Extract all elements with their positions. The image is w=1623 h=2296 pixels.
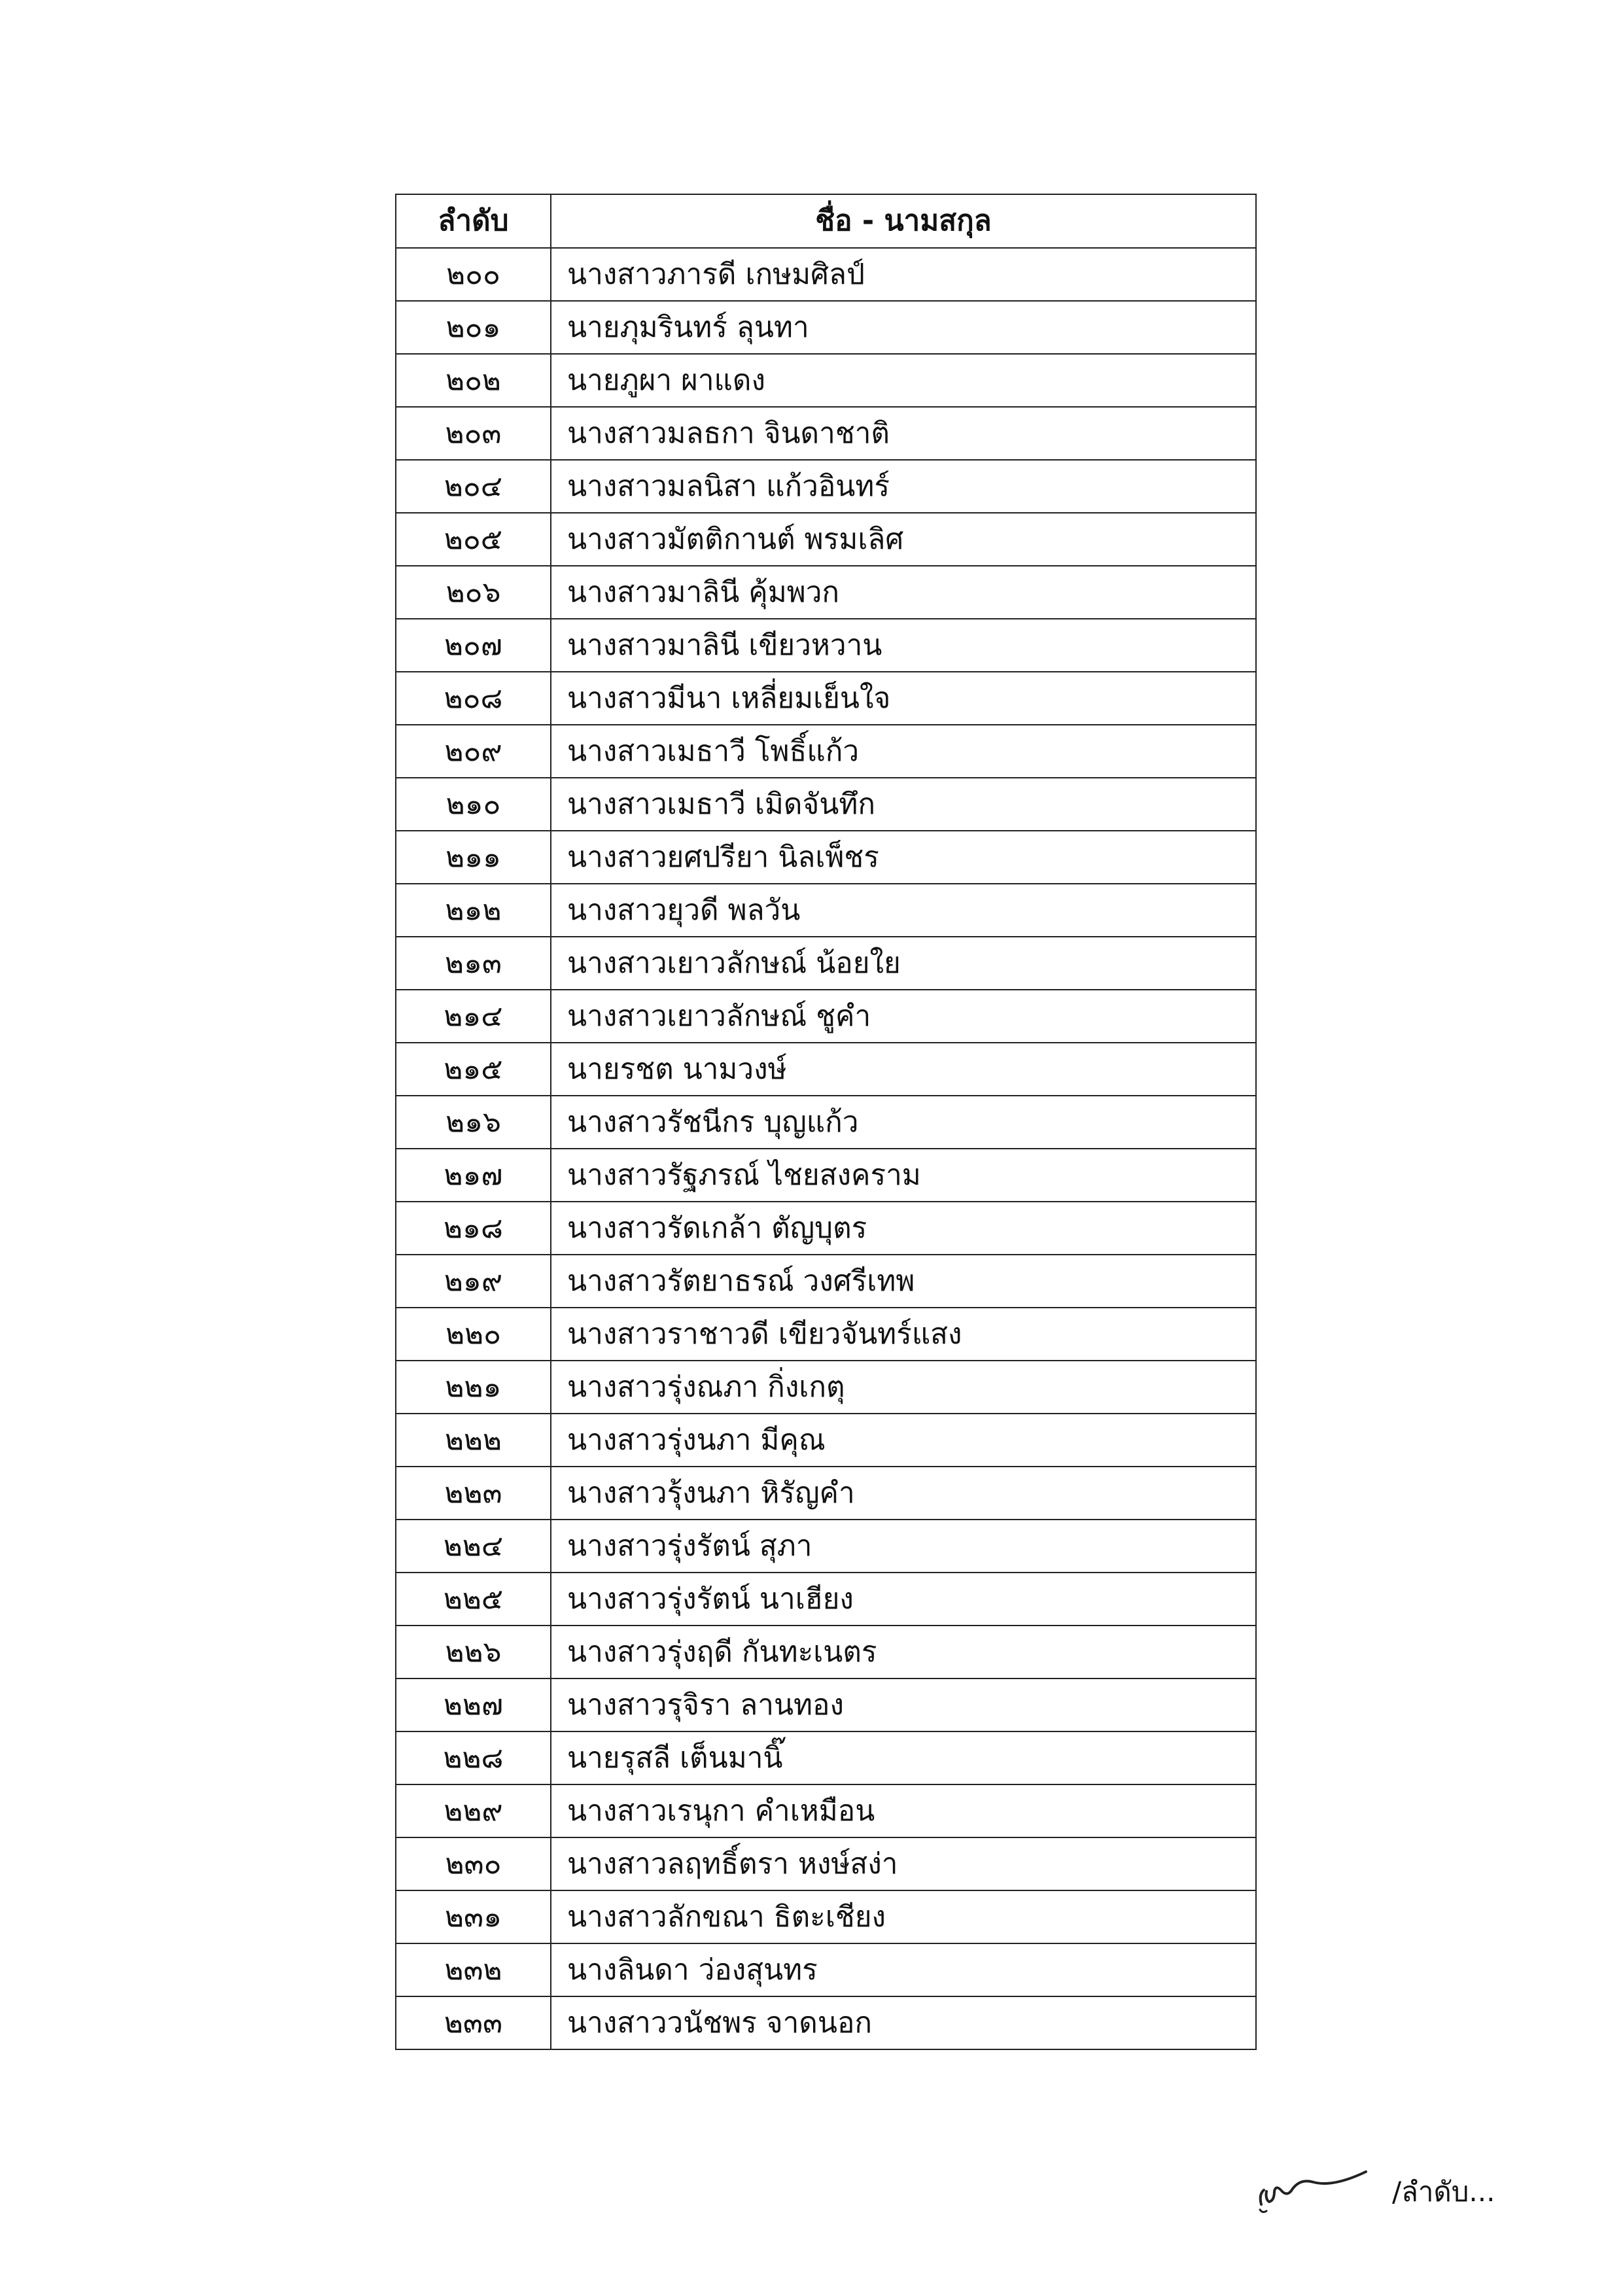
- row-full-name: นางสาวลฤทธิ์ตรา หงษ์สง่า: [551, 1837, 1256, 1890]
- row-order-number: ๒๓๐: [396, 1837, 551, 1890]
- row-order-number: ๒๒๙: [396, 1784, 551, 1837]
- header-full-name: ชื่อ - นามสกุล: [551, 194, 1256, 248]
- continuation-note: /ลำดับ...: [1392, 2176, 1495, 2208]
- row-order-number: ๒๑๖: [396, 1096, 551, 1149]
- row-order-number: ๒๒๘: [396, 1731, 551, 1784]
- row-order-number: ๒๑๐: [396, 778, 551, 831]
- table-row: [396, 1784, 1256, 1837]
- table-body: [396, 248, 1256, 2049]
- table-row: [396, 1837, 1256, 1890]
- row-full-name: นางสาวมลนิสา แก้วอินทร์: [551, 460, 1256, 513]
- table-row: [396, 1361, 1256, 1414]
- row-full-name: นางสาวรัดเกล้า ตัญบุตร: [551, 1202, 1256, 1255]
- row-full-name: นางสาวเยาวลักษณ์ น้อยใย: [551, 937, 1256, 990]
- table-row: [396, 1202, 1256, 1255]
- row-full-name: นางสาวยศปรียา นิลเพ็ชร: [551, 831, 1256, 884]
- table-row: [396, 513, 1256, 566]
- row-order-number: ๒๐๗: [396, 619, 551, 672]
- row-order-number: ๒๐๙: [396, 725, 551, 778]
- row-full-name: นางสาวเมธาวี โพธิ์แก้ว: [551, 725, 1256, 778]
- row-full-name: นางสาวมลธกา จินดาชาติ: [551, 407, 1256, 460]
- row-order-number: ๒๐๓: [396, 407, 551, 460]
- row-full-name: นายภุมรินทร์ ลุนทา: [551, 301, 1256, 354]
- table-row: [396, 301, 1256, 354]
- row-order-number: ๒๑๔: [396, 990, 551, 1043]
- table-row: [396, 1573, 1256, 1626]
- row-order-number: ๒๓๒: [396, 1943, 551, 1996]
- table-row: [396, 672, 1256, 725]
- handwritten-signature: [1255, 2159, 1372, 2224]
- row-order-number: ๒๓๑: [396, 1890, 551, 1943]
- table-row: [396, 248, 1256, 301]
- table-row: [396, 831, 1256, 884]
- row-order-number: ๒๓๓: [396, 1996, 551, 2049]
- table-row: [396, 1414, 1256, 1467]
- row-order-number: ๒๒๗: [396, 1679, 551, 1731]
- row-full-name: นายรุสลี เต็นมานิ๊: [551, 1731, 1256, 1784]
- table-row: [396, 354, 1256, 407]
- row-full-name: นางสาวรัตยาธรณ์ วงศรีเทพ: [551, 1255, 1256, 1308]
- row-order-number: ๒๑๗: [396, 1149, 551, 1202]
- row-full-name: นางสาวเรนุกา คำเหมือน: [551, 1784, 1256, 1837]
- table-row: [396, 1096, 1256, 1149]
- row-order-number: ๒๑๓: [396, 937, 551, 990]
- row-full-name: นางสาวรุ้งนภา หิรัญคำ: [551, 1467, 1256, 1520]
- row-full-name: นางสาวมาลินี คุ้มพวก: [551, 566, 1256, 619]
- row-order-number: ๒๐๔: [396, 460, 551, 513]
- row-full-name: นางสาววนัชพร จาดนอก: [551, 1996, 1256, 2049]
- row-full-name: นางสาวรุ่งรัตน์ สุภา: [551, 1520, 1256, 1573]
- row-order-number: ๒๐๕: [396, 513, 551, 566]
- row-order-number: ๒๒๓: [396, 1467, 551, 1520]
- row-full-name: นางสาวราชาวดี เขียวจันทร์แสง: [551, 1308, 1256, 1361]
- row-order-number: ๒๑๑: [396, 831, 551, 884]
- row-order-number: ๒๒๑: [396, 1361, 551, 1414]
- row-order-number: ๒๑๙: [396, 1255, 551, 1308]
- table-row: [396, 884, 1256, 937]
- row-full-name: นางสาวภารดี เกษมศิลป์: [551, 248, 1256, 301]
- row-full-name: นางสาวรุ่งนภา มีคุณ: [551, 1414, 1256, 1467]
- row-full-name: นางสาวรัฐภรณ์ ไชยสงคราม: [551, 1149, 1256, 1202]
- row-order-number: ๒๒๐: [396, 1308, 551, 1361]
- row-full-name: นายรชต นามวงษ์: [551, 1043, 1256, 1096]
- row-full-name: นางสาวรุ่งณภา กิ่งเกตุ: [551, 1361, 1256, 1414]
- table-row: [396, 1996, 1256, 2049]
- table-row: [396, 1308, 1256, 1361]
- row-order-number: ๒๐๑: [396, 301, 551, 354]
- table-row: [396, 1679, 1256, 1731]
- row-full-name: นางสาวลักขณา ธิตะเชียง: [551, 1890, 1256, 1943]
- table-row: [396, 460, 1256, 513]
- row-full-name: นางสาวมาลินี เขียวหวาน: [551, 619, 1256, 672]
- table-row: [396, 566, 1256, 619]
- row-order-number: ๒๐๘: [396, 672, 551, 725]
- name-list-table: [395, 194, 1257, 2050]
- table-row: [396, 1731, 1256, 1784]
- row-order-number: ๒๐๒: [396, 354, 551, 407]
- table-row: [396, 1943, 1256, 1996]
- row-order-number: ๒๒๖: [396, 1626, 551, 1679]
- table-row: [396, 1467, 1256, 1520]
- row-full-name: นางสาวมัตติกานต์ พรมเลิศ: [551, 513, 1256, 566]
- table-row: [396, 1626, 1256, 1679]
- row-full-name: นางสาวรัชนีกร บุญแก้ว: [551, 1096, 1256, 1149]
- row-order-number: ๒๑๘: [396, 1202, 551, 1255]
- table-row: [396, 1890, 1256, 1943]
- table-row: [396, 937, 1256, 990]
- row-full-name: นางสาวยุวดี พลวัน: [551, 884, 1256, 937]
- table-row: [396, 778, 1256, 831]
- table-row: [396, 990, 1256, 1043]
- table-row: [396, 1149, 1256, 1202]
- row-full-name: นางสาวรุจิรา ลานทอง: [551, 1679, 1256, 1731]
- row-order-number: ๒๒๕: [396, 1573, 551, 1626]
- row-full-name: นางสาวมีนา เหลี่ยมเย็นใจ: [551, 672, 1256, 725]
- row-full-name: นางลินดา ว่องสุนทร: [551, 1943, 1256, 1996]
- row-full-name: นางสาวเมธาวี เมิดจันทึก: [551, 778, 1256, 831]
- row-full-name: นายภูผา ผาแดง: [551, 354, 1256, 407]
- table-row: [396, 407, 1256, 460]
- row-order-number: ๒๒๒: [396, 1414, 551, 1467]
- row-order-number: ๒๒๔: [396, 1520, 551, 1573]
- table-row: [396, 1520, 1256, 1573]
- row-order-number: ๒๐๐: [396, 248, 551, 301]
- table-row: [396, 619, 1256, 672]
- row-order-number: ๒๑๒: [396, 884, 551, 937]
- row-order-number: ๒๑๕: [396, 1043, 551, 1096]
- row-full-name: นางสาวรุ่งฤดี กันทะเนตร: [551, 1626, 1256, 1679]
- header-order-number: ลำดับ: [396, 194, 551, 248]
- row-order-number: ๒๐๖: [396, 566, 551, 619]
- row-full-name: นางสาวเยาวลักษณ์ ชูคำ: [551, 990, 1256, 1043]
- row-full-name: นางสาวรุ่งรัตน์ นาเฮียง: [551, 1573, 1256, 1626]
- table-header-row: [396, 194, 1256, 248]
- table-row: [396, 1043, 1256, 1096]
- table-row: [396, 1255, 1256, 1308]
- table-row: [396, 725, 1256, 778]
